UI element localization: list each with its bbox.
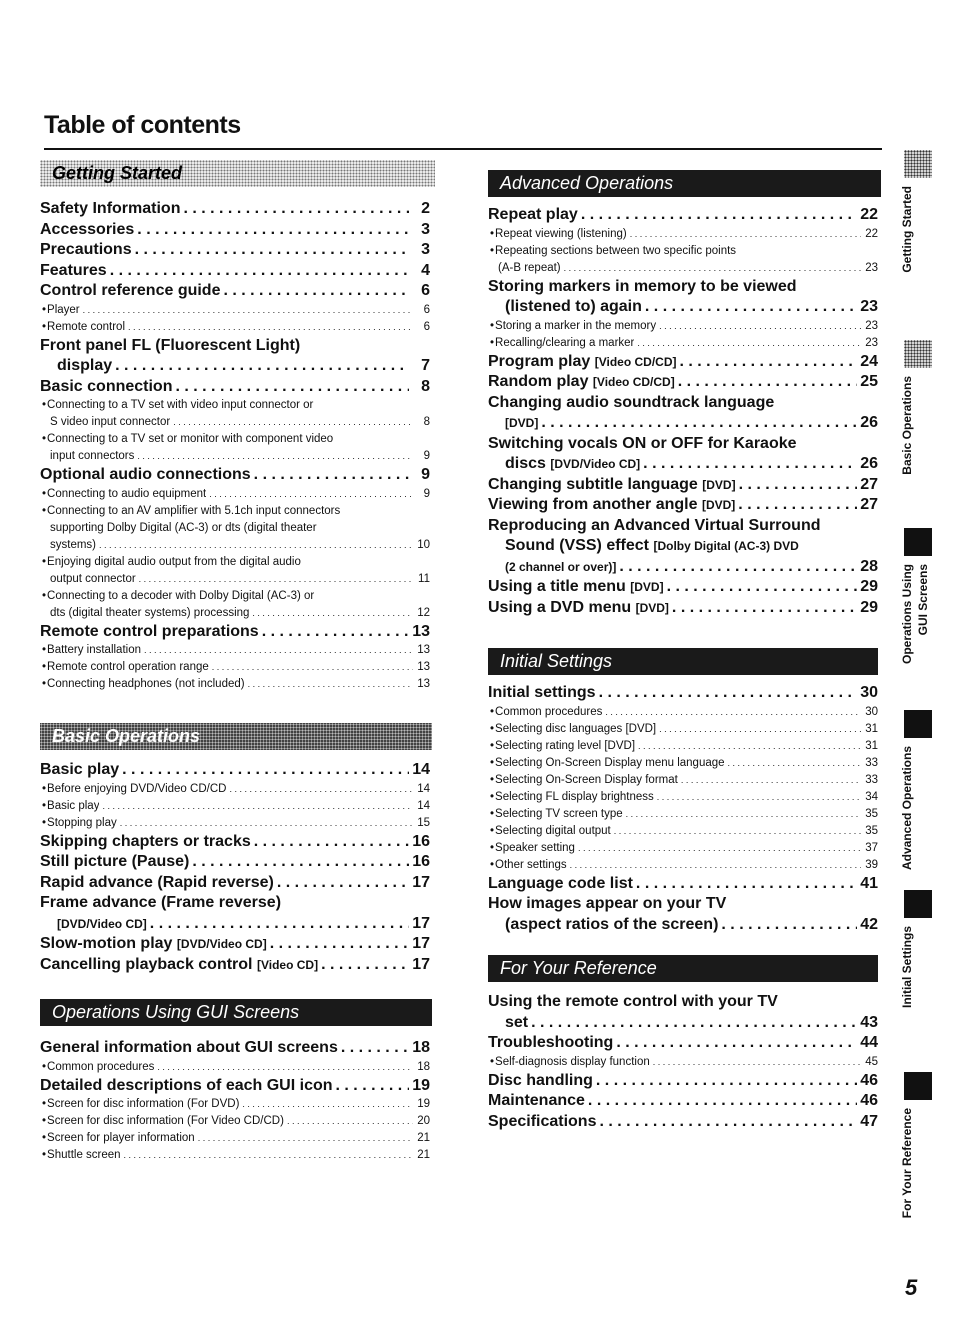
toc-entry[interactable]: Skipping chapters or tracks . . . 16 [40, 832, 430, 853]
right-column [488, 170, 878, 1132]
toc-entry-line[interactable]: Sound (VSS) effect [Dolby Digital (AC-3) DVD [505, 537, 799, 554]
toc-entry[interactable]: Precautions . . . 3 [40, 240, 430, 261]
toc-subentry[interactable]: • Remote control operation range . . . 13 [40, 659, 430, 676]
toc-subentry[interactable]: • Selecting disc languages [DVD] . . . 31 [488, 721, 878, 738]
toc-entry[interactable]: (2 channel or over)] . . . 28 [488, 557, 878, 578]
toc-subentry-line[interactable]: • Connecting to an AV amplifier with 5.1ch input connectors [40, 503, 430, 520]
toc-entry[interactable]: General information about GUI screens . . . 18 [40, 1038, 430, 1059]
toc-entry-line[interactable]: Frame advance (Frame reverse) [40, 894, 282, 911]
toc-subentry[interactable]: • Player . . . 6 [40, 302, 430, 319]
toc-entry[interactable]: Basic connection . . . 8 [40, 377, 430, 398]
toc-subentry[interactable]: • Before enjoying DVD/Video CD/CD . . . 14 [40, 781, 430, 798]
left-column [40, 160, 430, 1164]
toc-entry[interactable]: Repeat play . . . 22 [488, 205, 878, 226]
toc-entry[interactable]: Detailed descriptions of each GUI icon . . . 19 [40, 1076, 430, 1097]
section-operations-gui [40, 999, 430, 1164]
toc-subentry[interactable]: • Battery installation . . . 13 [40, 642, 430, 659]
toc-subentry[interactable]: • Selecting rating level [DVD] . . . 31 [488, 738, 878, 755]
toc-entry[interactable]: Maintenance . . . 46 [488, 1091, 878, 1112]
toc-entry[interactable]: Safety Information . . . 2 [40, 199, 430, 220]
toc-subentry[interactable]: • Stopping play . . . 15 [40, 815, 430, 832]
toc-subentry[interactable]: input connectors . . . 9 [40, 448, 430, 465]
section-basic-operations [40, 723, 430, 975]
toc-subentry[interactable]: dts (digital theater systems) processing . . . 12 [40, 605, 430, 622]
toc-subentry[interactable]: • Shuttle screen . . . 21 [40, 1147, 430, 1164]
toc-subentry[interactable]: • Recalling/clearing a marker . . . 23 [488, 335, 878, 352]
section-advanced-operations [488, 170, 878, 618]
toc-subentry[interactable]: • Connecting headphones (not included) . . . 13 [40, 676, 430, 693]
section-initial-settings [488, 648, 878, 935]
toc-entry[interactable]: Control reference guide . . . 6 [40, 281, 430, 302]
toc-entry[interactable]: Using a DVD menu [DVD] . . . 29 [488, 598, 878, 619]
toc-subentry[interactable]: • Selecting TV screen type . . . 35 [488, 806, 878, 823]
toc-subentry[interactable]: • Screen for player information . . . 21 [40, 1130, 430, 1147]
section-header-operations-gui: Operations Using GUI Screens [40, 999, 432, 1026]
toc-subentry[interactable]: • Storing a marker in the memory . . . 23 [488, 318, 878, 335]
toc-subentry[interactable]: • Screen for disc information (For DVD) . . . 19 [40, 1096, 430, 1113]
title-rule [44, 148, 882, 150]
toc-subentry[interactable]: • Common procedures . . . 30 [488, 704, 878, 721]
toc-subentry[interactable]: systems) . . . 10 [40, 537, 430, 554]
toc-subentry[interactable]: • Selecting digital output . . . 35 [488, 823, 878, 840]
section-header-advanced-operations: Advanced Operations [488, 170, 881, 197]
toc-subentry[interactable]: • Selecting FL display brightness . . . 34 [488, 789, 878, 806]
section-header-for-your-reference: For Your Reference [488, 955, 878, 982]
section-getting-started [40, 160, 430, 693]
toc-subentry[interactable]: • Connecting to audio equipment . . . 9 [40, 486, 430, 503]
toc-subentry[interactable]: S video input connector . . . 8 [40, 414, 430, 431]
toc-entry[interactable]: Slow-motion play [DVD/Video CD] . . . 17 [40, 934, 430, 955]
toc-entry[interactable]: discs [DVD/Video CD] . . . 26 [488, 454, 878, 475]
section-header-basic-operations: Basic Operations [40, 723, 432, 750]
toc-entry[interactable]: Initial settings . . . 30 [488, 683, 878, 704]
toc-subentry[interactable]: • Self-diagnosis display function . . . 45 [488, 1054, 878, 1071]
tab-marker [904, 710, 932, 738]
toc-entry[interactable]: Program play [Video CD/CD] . . . 24 [488, 352, 878, 373]
toc-entry[interactable]: [DVD] . . . 26 [488, 413, 878, 434]
section-header-initial-settings: Initial Settings [488, 648, 878, 675]
toc-subentry[interactable]: • Speaker setting . . . 37 [488, 840, 878, 857]
toc-entry[interactable]: (aspect ratios of the screen) . . . 42 [488, 915, 878, 936]
toc-entry-line[interactable]: Using the remote control with your TV [488, 993, 778, 1010]
toc-entry[interactable]: Language code list . . . 41 [488, 874, 878, 895]
page-title: Table of contents [44, 111, 241, 139]
toc-entry[interactable]: set . . . 43 [488, 1013, 878, 1034]
toc-entry[interactable]: Random play [Video CD/CD] . . . 25 [488, 372, 878, 393]
tab-marker [904, 528, 932, 556]
toc-subentry[interactable]: (A-B repeat) . . . 23 [488, 260, 878, 277]
toc-entry-line[interactable]: Front panel FL (Fluorescent Light) [40, 336, 301, 354]
side-tabs: Getting Started Basic Operations Operations Using GUI Screens Advanced Operations Initial Settings For Your Reference [898, 150, 942, 1230]
toc-entry-line[interactable]: Switching vocals ON or OFF for Karaoke [488, 434, 797, 452]
toc-subentry[interactable]: • Basic play . . . 14 [40, 798, 430, 815]
section-header-getting-started: Getting Started [40, 160, 435, 187]
toc-subentry-line[interactable]: • Connecting to a TV set or monitor with component video [40, 431, 430, 448]
section-for-your-reference [488, 955, 878, 1132]
toc-entry[interactable]: Features . . . 4 [40, 261, 430, 282]
toc-entry[interactable]: Optional audio connections . . . 9 [40, 465, 430, 486]
toc-entry[interactable]: Using a title menu [DVD] . . . 29 [488, 577, 878, 598]
toc-entry-line[interactable]: Changing audio soundtrack language [488, 393, 775, 411]
toc-entry[interactable]: [DVD/Video CD] . . . 17 [40, 914, 430, 935]
toc-entry[interactable]: Disc handling . . . 46 [488, 1071, 878, 1092]
toc-subentry[interactable]: • Screen for disc information (For Video CD/CD) . . . 20 [40, 1113, 430, 1130]
toc-entry[interactable]: Cancelling playback control [Video CD] . . . 17 [40, 955, 430, 976]
toc-entry[interactable]: Rapid advance (Rapid reverse) . . . 17 [40, 873, 430, 894]
tab-marker-halftone [904, 340, 932, 368]
toc-subentry-line[interactable]: • Connecting to a TV set with video input connector or [40, 397, 430, 414]
toc-entry-line[interactable]: Storing markers in memory to be viewed [488, 277, 797, 295]
toc-subentry-line[interactable]: • Repeating sections between two specific points [488, 243, 878, 260]
toc-entry-line[interactable]: How images appear on your TV [488, 895, 727, 912]
toc-entry[interactable]: Remote control preparations . . . 13 [40, 622, 430, 643]
toc-subentry[interactable]: • Remote control . . . 6 [40, 319, 430, 336]
toc-subentry[interactable]: • Repeat viewing (listening) . . . 22 [488, 226, 878, 243]
toc-entry[interactable]: (listened to) again . . . 23 [488, 297, 878, 318]
tab-marker [904, 1072, 932, 1100]
toc-subentry-line[interactable]: • Enjoying digital audio output from the digital audio [40, 554, 430, 571]
toc-subentry[interactable]: • Other settings . . . 39 [488, 857, 878, 874]
tab-marker-halftone [904, 150, 932, 178]
toc-entry[interactable]: Accessories . . . 3 [40, 220, 430, 241]
toc-entry[interactable]: Specifications . . . 47 [488, 1112, 878, 1133]
toc-entry[interactable]: Changing subtitle language [DVD] . . . 27 [488, 475, 878, 496]
toc-subentry-line[interactable]: supporting Dolby Digital (AC-3) or dts (digital theater [50, 521, 317, 534]
toc-subentry-line[interactable]: • Connecting to a decoder with Dolby Digital (AC-3) or [40, 588, 430, 605]
toc-subentry[interactable]: output connector . . . 11 [40, 571, 430, 588]
toc-entry[interactable]: Viewing from another angle [DVD] . . . 27 [488, 495, 878, 516]
toc-entry[interactable]: display . . . 7 [40, 356, 430, 377]
toc-entry[interactable]: Troubleshooting . . . 44 [488, 1033, 878, 1054]
tab-marker [904, 890, 932, 918]
page-number: 5 [905, 1275, 918, 1300]
toc-subentry[interactable]: • Common procedures . . . 18 [40, 1059, 430, 1076]
toc-entry[interactable]: Still picture (Pause) . . . 16 [40, 852, 430, 873]
toc-subentry[interactable]: • Selecting On-Screen Display format . . . 33 [488, 772, 878, 789]
toc-entry-line[interactable]: Reproducing an Advanced Virtual Surround [488, 516, 821, 534]
toc-subentry[interactable]: • Selecting On-Screen Display menu language . . . 33 [488, 755, 878, 772]
toc-entry[interactable]: Basic play . . . 14 [40, 760, 430, 781]
